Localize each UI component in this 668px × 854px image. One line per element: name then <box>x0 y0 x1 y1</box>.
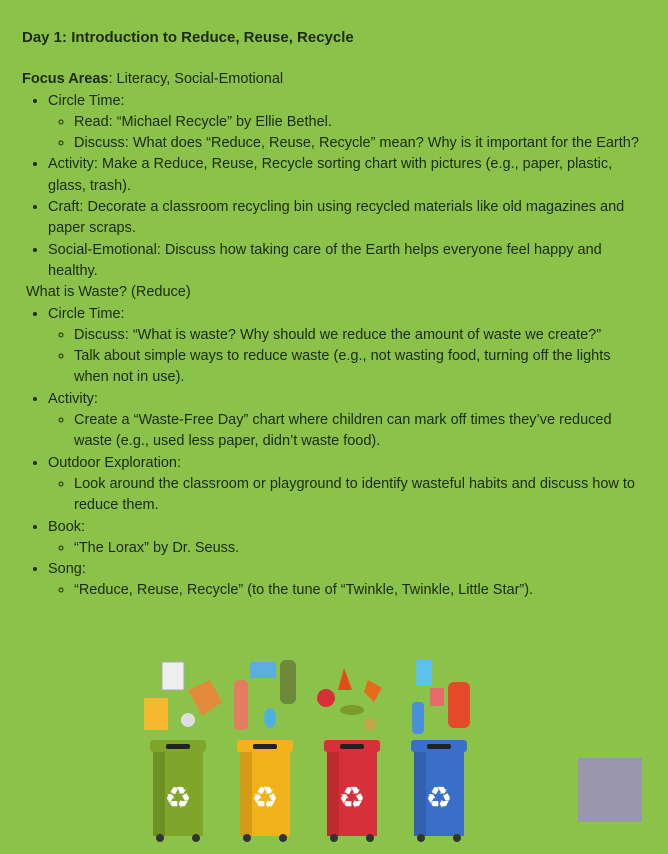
recycling-bins-illustration <box>130 650 490 850</box>
list-item-text: Activity: Make a Reduce, Reuse, Recycle sorting chart with pictures (e.g., paper, plastic, glass, trash). <box>48 156 613 194</box>
list-item <box>48 304 642 389</box>
sub-list-item: ◦ Read: “Michael Recycle” by Ellie Bethel. <box>74 112 642 133</box>
list-item <box>48 453 642 517</box>
sub-list <box>48 580 642 601</box>
list-item <box>48 197 642 240</box>
section-heading: What is Waste? (Reduce) <box>26 284 191 301</box>
sub-list-item: ◦ Talk about simple ways to reduce waste (e.g., not wasting food, turning off the lights when not in use). <box>74 346 642 389</box>
list-item-text: Circle Time: <box>48 305 125 322</box>
page-title: Day 1: Introduction to Reduce, Reuse, Recycle <box>22 29 354 46</box>
sub-list-item: ◦ Discuss: What does “Reduce, Reuse, Recycle” mean? Why is it important for the Earth? <box>74 133 642 154</box>
day2-list <box>22 304 642 602</box>
recycling-bin <box>324 740 380 842</box>
list-item <box>48 517 642 560</box>
svg-text:♻: ♻ <box>425 781 453 816</box>
brand-logo <box>578 758 642 822</box>
sub-list <box>48 410 642 453</box>
list-item-text: Craft: Decorate a classroom recycling bin using recycled materials like old magazines and paper scraps. <box>48 199 625 237</box>
waste-items <box>144 660 470 734</box>
list-item-text: Social-Emotional: Discuss how taking care of the Earth helps everyone feel happy and healthy. <box>48 241 602 279</box>
list-item-text: Outdoor Exploration: <box>48 454 181 471</box>
recycling-bin <box>237 740 293 842</box>
list-item <box>48 154 642 197</box>
sub-list-item: ◦ Discuss: “What is waste? Why should we reduce the amount of waste we create?” <box>74 325 642 346</box>
list-item <box>48 91 642 155</box>
sub-list <box>48 538 642 559</box>
recycling-bin <box>411 740 467 842</box>
svg-text:♻: ♻ <box>164 781 192 816</box>
svg-text:♻: ♻ <box>338 781 366 816</box>
sub-list-item: ◦ Look around the classroom or playground to identify wasteful habits and discuss how to reduce them. <box>74 474 642 517</box>
list-item <box>48 389 642 453</box>
list-item <box>48 240 642 283</box>
recycling-bin <box>150 740 206 842</box>
document <box>22 27 642 602</box>
list-item <box>48 559 642 602</box>
sub-list-item: ◦ “Reduce, Reuse, Recycle” (to the tune of “Twinkle, Twinkle, Little Star”). <box>74 580 642 601</box>
sub-list-item: ◦ “The Lorax” by Dr. Seuss. <box>74 538 642 559</box>
sub-list-item: ◦ Create a “Waste-Free Day” chart where children can mark off times they’ve reduced waste (e.g., used less paper, didn’t waste food). <box>74 410 642 453</box>
focus-areas: Focus Areas: Literacy, Social-Emotional <box>22 71 284 88</box>
sub-list <box>48 112 642 155</box>
sub-list <box>48 325 642 389</box>
list-item-text: Song: <box>48 561 86 578</box>
list-item-text: Activity: <box>48 390 98 407</box>
sub-list <box>48 474 642 517</box>
list-item-text: Book: <box>48 518 86 535</box>
day1-list <box>22 91 642 283</box>
list-item-text: Circle Time: <box>48 92 125 109</box>
svg-text:♻: ♻ <box>251 781 279 816</box>
